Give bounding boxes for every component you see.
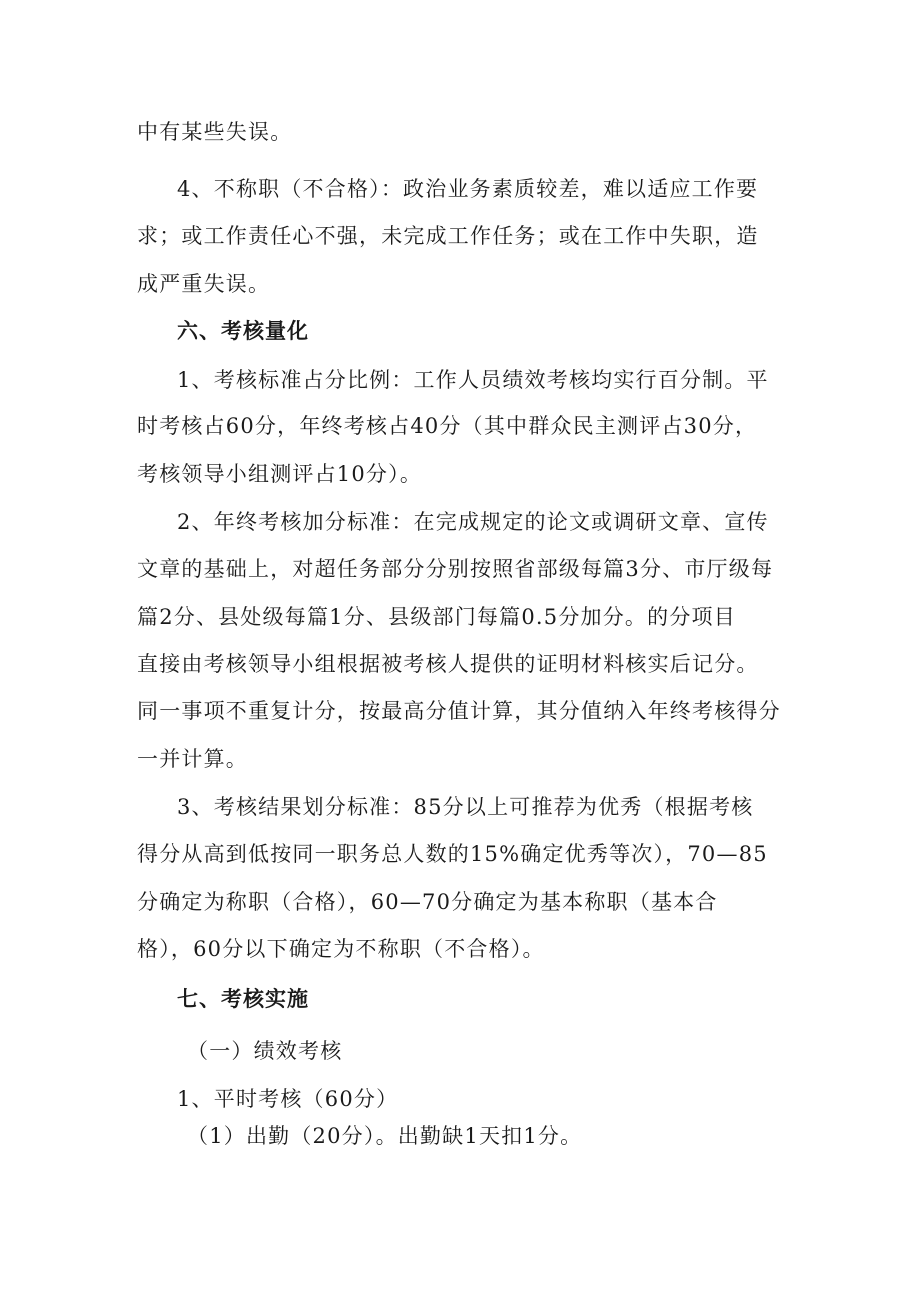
paragraph-line: 一并计算。 [137, 747, 248, 771]
paragraph-line: 同一事项不重复计分，按最高分值计算，其分值纳入年终考核得分 [137, 699, 781, 723]
section-heading: 七、考核实施 [177, 986, 309, 1011]
paragraph-line: 格），60分以下确定为不称职（不合格）。 [137, 937, 545, 961]
paragraph-line: 分确定为称职（合格），60—70分确定为基本称职（基本合 [137, 890, 718, 914]
subsection-heading: （一）绩效考核 [187, 1039, 343, 1063]
section-heading: 六、考核量化 [177, 318, 309, 343]
paragraph-line: 求；或工作责任心不强，未完成工作任务；或在工作中失职，造 [137, 224, 759, 248]
paragraph-line: 2、年终考核加分标准：在完成规定的论文或调研文章、宣传 [177, 510, 769, 534]
paragraph-line: 文章的基础上，对超任务部分分别按照省部级每篇3分、市厅级每 [137, 557, 774, 581]
item-heading: 1、平时考核（60分） [177, 1087, 399, 1111]
sub-item-line: （1）出勤（20分）。出勤缺1天扣1分。 [187, 1124, 583, 1148]
paragraph-line: 3、考核结果划分标准：85分以上可推荐为优秀（根据考核 [177, 795, 754, 819]
paragraph-line: 1、考核标准占分比例：工作人员绩效考核均实行百分制。平 [177, 368, 769, 392]
paragraph-line: 得分从高到低按同一职务总人数的15%确定优秀等次），70—85 [137, 842, 768, 866]
paragraph-line: 成严重失误。 [137, 272, 271, 296]
paragraph-line: 篇2分、县处级每篇1分、县级部门每篇0.5分加分。的分项目 [137, 605, 736, 629]
paragraph-line: 4、不称职（不合格）：政治业务素质较差，难以适应工作要 [177, 177, 759, 201]
paragraph-line: 直接由考核领导小组根据被考核人提供的证明材料核实后记分。 [137, 652, 759, 676]
paragraph-line: 考核领导小组测评占10分）。 [137, 462, 423, 486]
paragraph-line: 时考核占60分，年终考核占40分（其中群众民主测评占30分， [137, 414, 758, 438]
paragraph-line: 中有某些失误。 [137, 120, 293, 144]
